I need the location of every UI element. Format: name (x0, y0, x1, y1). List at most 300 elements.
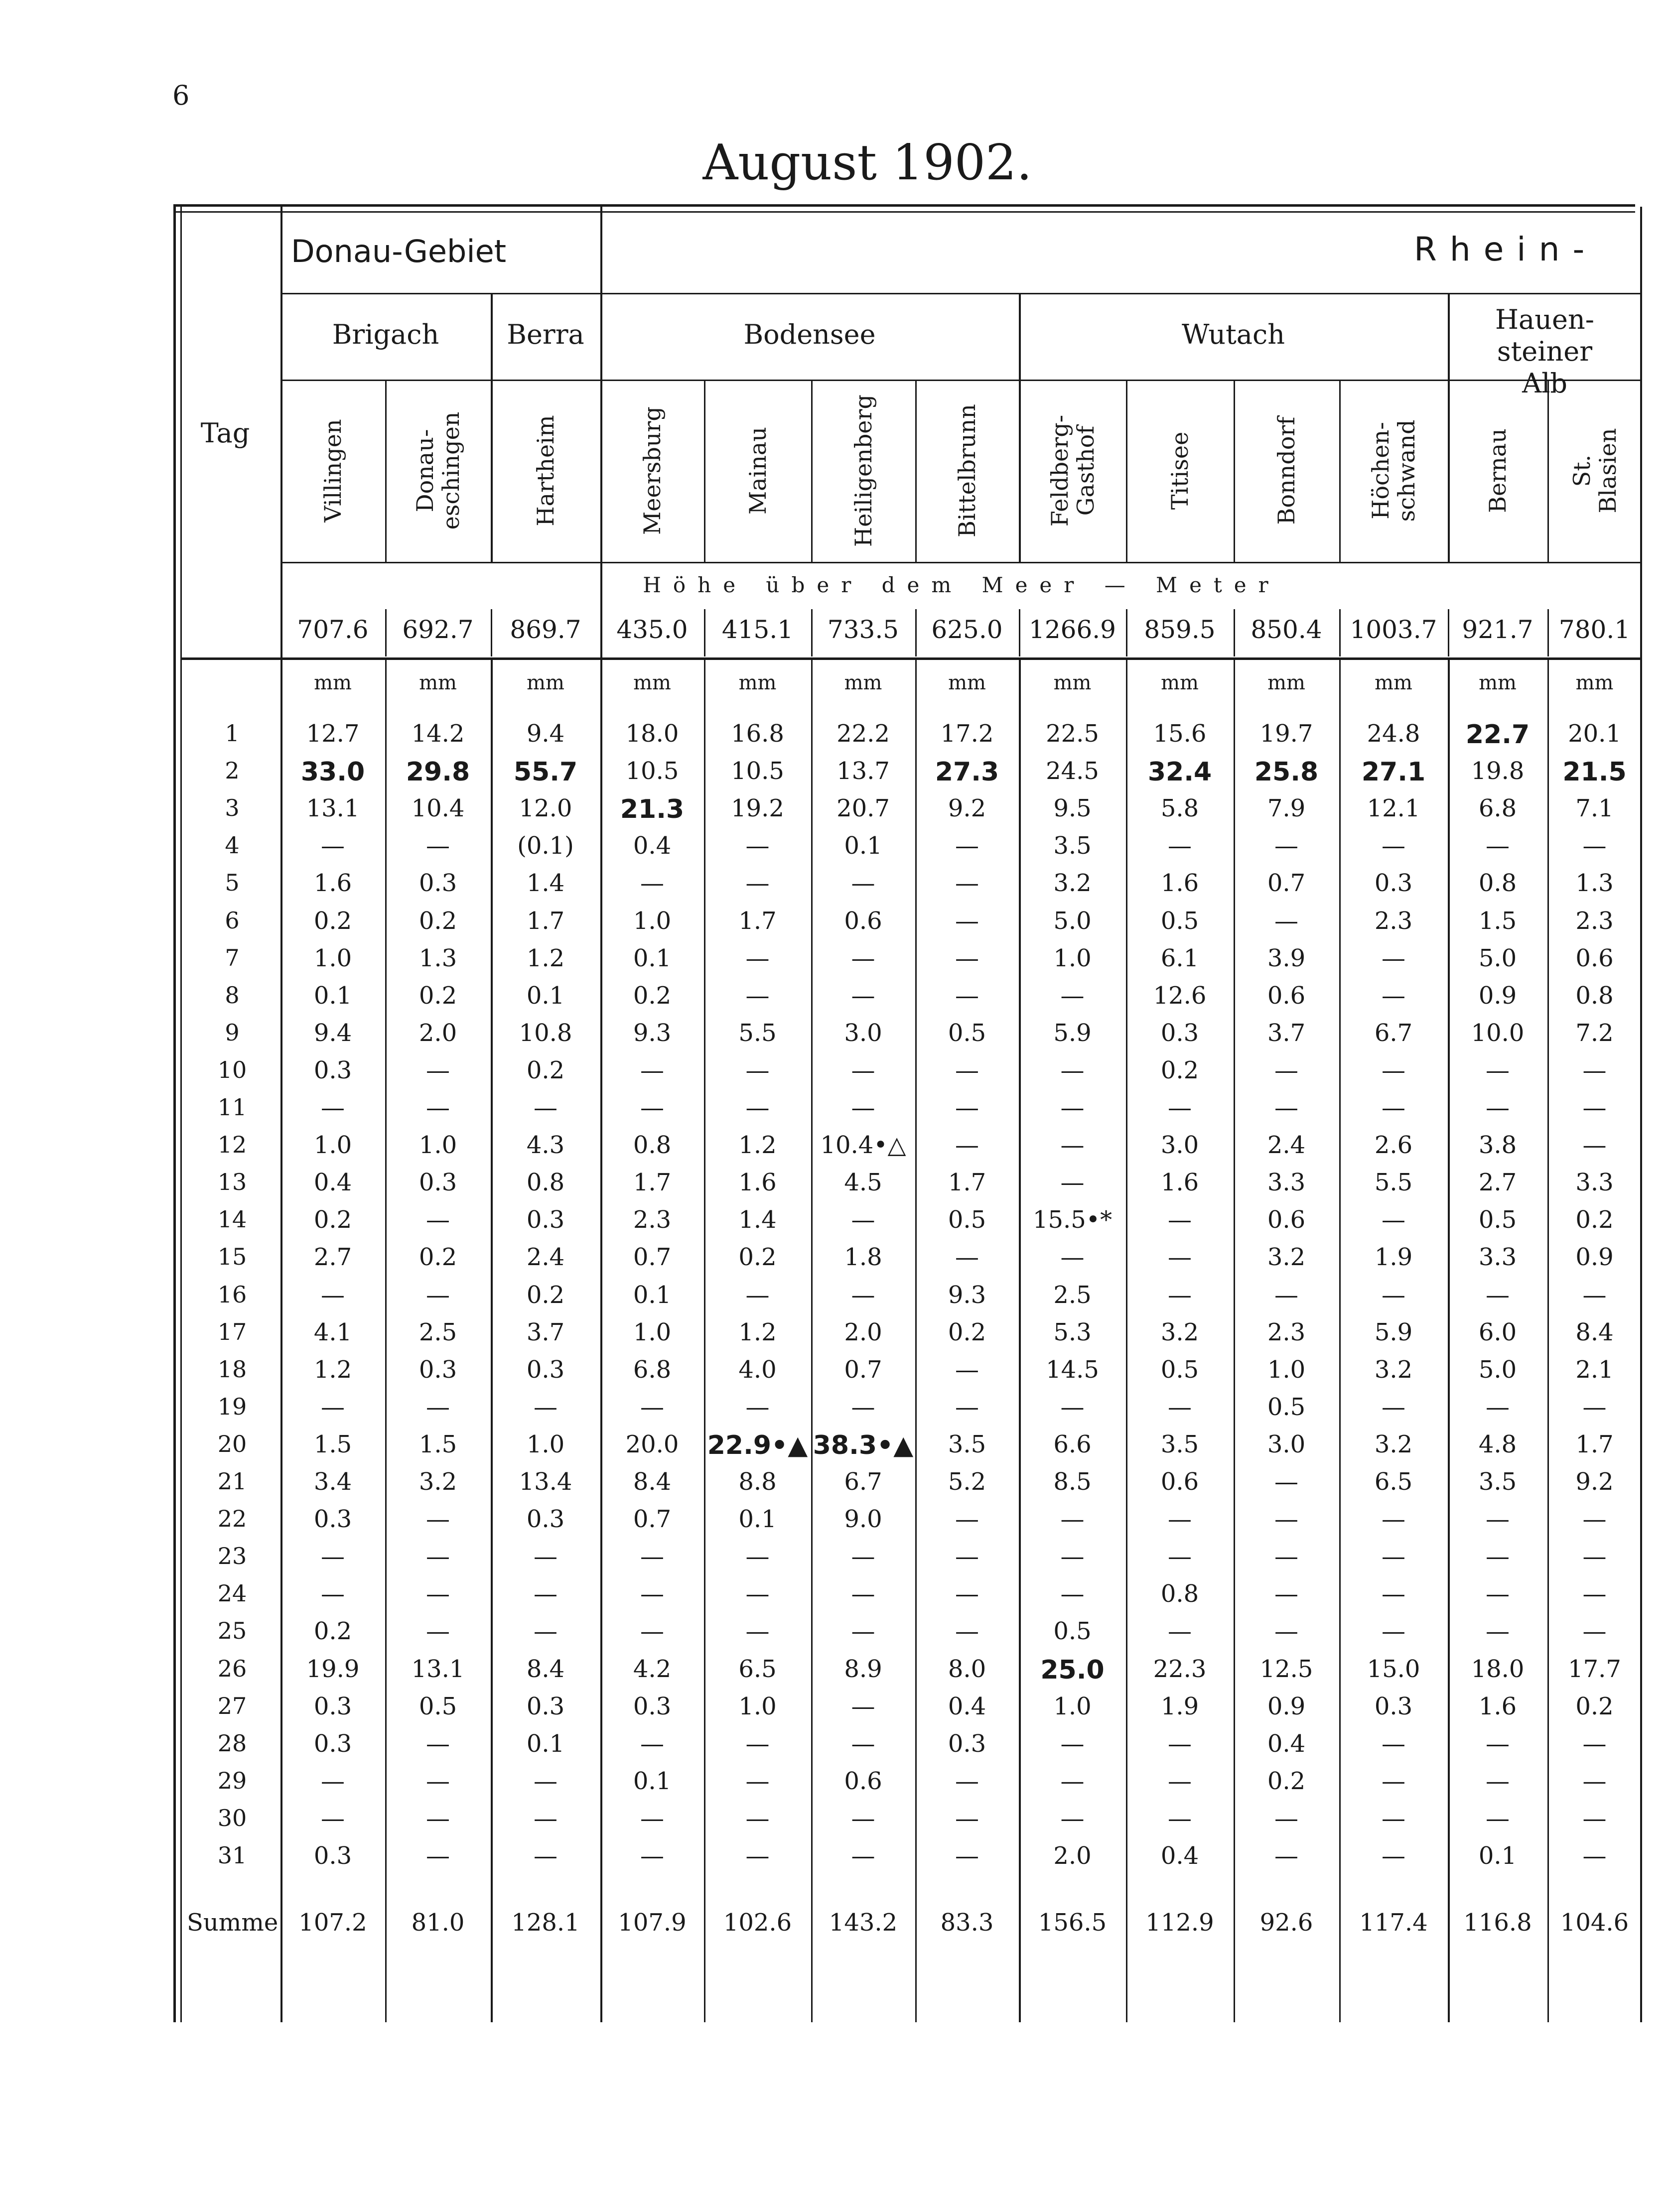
station-divider (385, 380, 387, 562)
table-cell: 33.0 (300, 757, 365, 787)
table-cell: 8.4 (633, 1468, 672, 1496)
table-cell: — (851, 1617, 875, 1646)
table-cell: — (1582, 832, 1607, 860)
tag-column-rule (280, 207, 282, 2022)
table-cell: 1.4 (738, 1206, 777, 1234)
table-cell: 1.7 (526, 907, 565, 935)
table-cell: — (955, 1393, 979, 1421)
table-cell: — (1582, 1094, 1607, 1122)
table-cell: — (1486, 1804, 1510, 1832)
table-cell: — (745, 1767, 770, 1795)
table-cell: 0.5 (948, 1019, 986, 1047)
table-cell: — (851, 1206, 875, 1234)
unit-label: mm (527, 671, 564, 694)
table-cell: — (955, 869, 979, 898)
table-cell: — (745, 1393, 770, 1421)
table-cell: 22.3 (1153, 1655, 1207, 1683)
table-cell: 0.7 (633, 1243, 672, 1272)
table-cell: 5.0 (1478, 944, 1517, 972)
table-cell: 6.6 (1053, 1430, 1092, 1458)
table-cell: 6.7 (844, 1468, 882, 1496)
right-frame-rule (1640, 207, 1642, 2022)
table-cell: 22.2 (836, 720, 890, 748)
table-cell: 1.3 (1575, 869, 1614, 898)
table-cell: — (851, 944, 875, 972)
table-cell: — (955, 1355, 979, 1384)
table-cell: 5.9 (1374, 1318, 1413, 1346)
table-cell: 14.5 (1046, 1355, 1099, 1384)
station-sum: 112.9 (1145, 1909, 1214, 1937)
station-divider (1234, 380, 1235, 562)
table-cell: — (745, 1281, 770, 1309)
table-cell: — (955, 944, 979, 972)
table-cell: 5.5 (738, 1019, 777, 1047)
table-cell: 22.7 (1465, 720, 1530, 750)
table-cell: 21.5 (1562, 757, 1627, 787)
table-cell: 1.2 (738, 1318, 777, 1346)
altitude-divider (811, 609, 813, 656)
table-cell: 5.3 (1053, 1318, 1092, 1346)
table-cell: — (321, 832, 345, 860)
table-cell: 7.2 (1575, 1019, 1614, 1047)
table-cell: 6.5 (738, 1655, 777, 1683)
day-number: 24 (217, 1580, 247, 1607)
table-cell: — (321, 1804, 345, 1832)
table-cell: — (1582, 1281, 1607, 1309)
table-cell: 0.5 (1478, 1206, 1517, 1234)
table-cell: 0.9 (1267, 1692, 1306, 1720)
table-cell: — (851, 1094, 875, 1122)
table-cell: — (1382, 1804, 1405, 1832)
table-cell: — (1274, 1094, 1298, 1122)
station-sum: 83.3 (940, 1909, 994, 1937)
table-cell: — (1274, 1056, 1298, 1084)
table-cell: — (534, 1393, 557, 1421)
table-cell: — (640, 1543, 664, 1571)
table-cell: 5.0 (1478, 1355, 1517, 1384)
table-cell: — (851, 1804, 875, 1832)
table-cell: 0.5 (1160, 907, 1199, 935)
table-cell: 0.3 (418, 869, 457, 898)
page-number: 6 (172, 80, 190, 111)
table-cell: 19.8 (1471, 757, 1525, 785)
table-cell: 0.3 (313, 1505, 352, 1534)
body-column-rule (1448, 657, 1450, 2022)
table-cell: — (426, 1393, 450, 1421)
table-cell: 0.3 (526, 1692, 565, 1720)
station-altitude: 707.6 (297, 615, 369, 644)
table-cell: 2.7 (313, 1243, 352, 1272)
table-cell: — (1060, 1767, 1085, 1795)
day-number: 18 (217, 1355, 247, 1383)
table-cell: 1.0 (633, 1318, 672, 1346)
table-cell: 1.2 (313, 1355, 352, 1384)
table-cell: — (426, 1767, 450, 1795)
table-cell: — (321, 1281, 345, 1309)
table-cell: 0.4 (313, 1169, 352, 1197)
table-cell: — (955, 1505, 979, 1534)
table-cell: 0.2 (948, 1318, 986, 1346)
table-cell: 0.4 (948, 1692, 986, 1720)
table-cell: 0.6 (1267, 981, 1306, 1010)
altitude-divider (1339, 609, 1341, 656)
table-cell: — (640, 1056, 664, 1084)
altitude-divider (385, 609, 387, 656)
table-cell: — (1274, 1842, 1298, 1870)
body-column-rule (491, 657, 493, 2022)
table-cell: 8.5 (1053, 1468, 1092, 1496)
group-header-1: Berra (507, 319, 584, 350)
altitude-divider (600, 609, 602, 656)
table-cell: 24.8 (1367, 720, 1420, 748)
table-cell: 3.3 (1478, 1243, 1517, 1272)
table-cell: 4.2 (633, 1655, 672, 1683)
table-cell: (0.1) (517, 832, 574, 860)
table-cell: 1.6 (738, 1169, 777, 1197)
table-cell: 1.0 (418, 1131, 457, 1160)
table-cell: — (426, 1804, 450, 1832)
table-cell: 4.1 (313, 1318, 352, 1346)
day-number: 15 (217, 1243, 247, 1271)
table-cell: — (745, 1729, 770, 1758)
table-cell: — (955, 1580, 979, 1608)
table-cell: — (426, 1543, 450, 1571)
table-cell: — (1486, 1393, 1510, 1421)
table-cell: 22.9•▲ (707, 1430, 808, 1460)
table-cell: — (426, 1580, 450, 1608)
day-number: 14 (217, 1206, 247, 1233)
station-altitude: 625.0 (931, 615, 1003, 644)
table-cell: — (1060, 1243, 1085, 1272)
table-cell: 9.2 (1575, 1468, 1614, 1496)
altitude-divider (1448, 609, 1449, 656)
table-cell: — (534, 1580, 557, 1608)
table-cell: — (1486, 1617, 1510, 1646)
table-cell: — (1486, 1767, 1510, 1795)
table-cell: 6.7 (1374, 1019, 1413, 1047)
unit-label: mm (1267, 671, 1305, 694)
group-header-4: Hauen- steiner Alb (1495, 304, 1595, 399)
station-divider (915, 380, 917, 562)
table-cell: 17.7 (1568, 1655, 1621, 1683)
table-cell: — (1486, 1094, 1510, 1122)
table-cell: 29.8 (406, 757, 470, 787)
table-cell: — (1486, 1281, 1510, 1309)
table-cell: 0.3 (1374, 1692, 1413, 1720)
header-rule-groups (280, 293, 1642, 294)
table-cell: — (1274, 1543, 1298, 1571)
table-cell: — (955, 1842, 979, 1870)
table-cell: — (426, 1056, 450, 1084)
table-cell: 8.4 (526, 1655, 565, 1683)
table-cell: — (955, 1243, 979, 1272)
table-cell: 27.3 (935, 757, 999, 787)
body-column-rule (1547, 657, 1549, 2022)
table-cell: 0.2 (633, 981, 672, 1010)
table-cell: 9.3 (948, 1281, 986, 1309)
table-cell: 12.7 (306, 720, 360, 748)
table-cell: 5.0 (1053, 907, 1092, 935)
table-cell: 9.0 (844, 1505, 882, 1534)
summe-label: Summe (187, 1909, 278, 1937)
table-cell: — (426, 1729, 450, 1758)
table-cell: 0.3 (313, 1692, 352, 1720)
table-cell: — (426, 1094, 450, 1122)
table-cell: 20.7 (836, 794, 890, 823)
unit-label: mm (1479, 671, 1517, 694)
table-cell: 13.1 (411, 1655, 465, 1683)
table-cell: — (745, 1094, 770, 1122)
table-cell: — (1168, 1729, 1192, 1758)
table-cell: — (1382, 1094, 1405, 1122)
table-cell: — (1168, 1281, 1192, 1309)
day-number: 28 (217, 1729, 247, 1757)
table-cell: — (1274, 1804, 1298, 1832)
table-cell: — (1382, 1281, 1405, 1309)
station-name: Heiligenberg (849, 394, 877, 547)
table-cell: 0.9 (1575, 1243, 1614, 1272)
station-name: Titisee (1166, 431, 1193, 510)
table-cell: — (851, 1056, 875, 1084)
table-cell: 0.3 (526, 1206, 565, 1234)
top-rule (173, 204, 1635, 207)
table-cell: 0.3 (418, 1169, 457, 1197)
table-cell: 6.8 (1478, 794, 1517, 823)
table-cell: 22.5 (1046, 720, 1099, 748)
table-cell: 12.6 (1153, 981, 1207, 1010)
table-cell: 0.2 (1267, 1767, 1306, 1795)
table-cell: — (426, 1281, 450, 1309)
day-number: 1 (225, 720, 240, 747)
table-cell: — (745, 981, 770, 1010)
table-cell: — (1060, 1543, 1085, 1571)
table-cell: 1.7 (948, 1169, 986, 1197)
body-column-rule (915, 657, 917, 2022)
station-name: Bernau (1484, 428, 1511, 513)
table-cell: 0.2 (418, 981, 457, 1010)
table-cell: — (955, 981, 979, 1010)
day-number: 2 (225, 757, 240, 784)
table-cell: — (321, 1767, 345, 1795)
table-cell: — (955, 1094, 979, 1122)
table-cell: 0.5 (418, 1692, 457, 1720)
table-cell: 0.2 (313, 1617, 352, 1646)
table-cell: 1.8 (844, 1243, 882, 1272)
table-cell: 0.7 (844, 1355, 882, 1384)
table-cell: — (1274, 1281, 1298, 1309)
table-cell: 0.1 (633, 944, 672, 972)
table-cell: — (1168, 1767, 1192, 1795)
day-number: 19 (217, 1393, 247, 1420)
table-cell: — (1168, 1094, 1192, 1122)
table-cell: — (1060, 1056, 1085, 1084)
station-altitude: 435.0 (616, 615, 688, 644)
table-cell: — (1274, 1505, 1298, 1534)
station-name: Hartheim (532, 415, 559, 526)
table-cell: 1.0 (313, 944, 352, 972)
station-altitude: 780.1 (1558, 615, 1631, 644)
table-cell: 0.6 (844, 907, 882, 935)
table-cell: 9.5 (1053, 794, 1092, 823)
table-cell: — (955, 1056, 979, 1084)
table-cell: — (1582, 1056, 1607, 1084)
station-sum: 156.5 (1038, 1909, 1107, 1937)
table-cell: 0.2 (526, 1281, 565, 1309)
table-cell: 0.7 (633, 1505, 672, 1534)
table-cell: 0.6 (844, 1767, 882, 1795)
table-cell: 6.8 (633, 1355, 672, 1384)
body-column-rule (1126, 657, 1127, 2022)
table-cell: 1.9 (1160, 1692, 1199, 1720)
table-cell: 0.3 (633, 1692, 672, 1720)
table-cell: — (534, 1617, 557, 1646)
rhein-header: Rhein- (1414, 230, 1598, 268)
table-cell: 3.5 (1478, 1468, 1517, 1496)
table-cell: 0.3 (1374, 869, 1413, 898)
day-number: 10 (217, 1056, 247, 1083)
station-name: St. Blasien (1568, 428, 1621, 514)
table-cell: — (1168, 1804, 1192, 1832)
station-name: Donau- eschingen (412, 411, 464, 530)
altitude-divider (1126, 609, 1127, 656)
table-cell: — (640, 1804, 664, 1832)
table-cell: — (745, 1617, 770, 1646)
table-cell: 1.5 (418, 1430, 457, 1458)
table-cell: 3.3 (1575, 1169, 1614, 1197)
body-column-rule (1234, 657, 1235, 2022)
table-cell: 0.1 (633, 1281, 672, 1309)
table-cell: 0.2 (738, 1243, 777, 1272)
altitude-divider (491, 609, 492, 656)
table-cell: — (745, 869, 770, 898)
unit-label: mm (948, 671, 986, 694)
day-number: 23 (217, 1543, 247, 1570)
table-cell: 25.0 (1040, 1655, 1105, 1685)
table-cell: — (745, 1580, 770, 1608)
station-altitude: 415.1 (721, 615, 794, 644)
table-cell: — (534, 1842, 557, 1870)
table-cell: 1.0 (313, 1131, 352, 1160)
station-divider (1339, 380, 1341, 562)
table-cell: — (321, 1094, 345, 1122)
unit-label: mm (1375, 671, 1412, 694)
group-divider (1019, 293, 1021, 562)
table-cell: — (1168, 832, 1192, 860)
table-cell: — (1582, 1729, 1607, 1758)
table-cell: 1.0 (1053, 1692, 1092, 1720)
table-cell: — (745, 1842, 770, 1870)
altitude-divider (1547, 609, 1549, 656)
table-cell: 0.6 (1160, 1468, 1199, 1496)
station-sum: 81.0 (411, 1909, 465, 1937)
group-divider (491, 293, 493, 562)
table-cell: — (1274, 1468, 1298, 1496)
day-number: 5 (225, 869, 240, 897)
table-cell: 3.5 (1160, 1430, 1199, 1458)
table-cell: — (1486, 1543, 1510, 1571)
table-cell: — (745, 832, 770, 860)
table-cell: 21.3 (620, 794, 685, 825)
table-cell: 3.7 (1267, 1019, 1306, 1047)
table-cell: 1.9 (1374, 1243, 1413, 1272)
table-cell: 3.7 (526, 1318, 565, 1346)
table-cell: — (1382, 1842, 1405, 1870)
table-cell: — (1382, 1617, 1405, 1646)
table-cell: 6.0 (1478, 1318, 1517, 1346)
table-cell: 12.0 (519, 794, 572, 823)
table-cell: 0.6 (1575, 944, 1614, 972)
table-cell: — (1060, 1131, 1085, 1160)
table-cell: — (1274, 907, 1298, 935)
table-cell: 3.4 (313, 1468, 352, 1496)
table-cell: — (1060, 1505, 1085, 1534)
table-cell: 3.0 (844, 1019, 882, 1047)
table-cell: — (745, 944, 770, 972)
unit-label: mm (314, 671, 352, 694)
station-name: Meersburg (639, 406, 666, 535)
table-cell: 13.7 (836, 757, 890, 785)
table-cell: 8.9 (844, 1655, 882, 1683)
body-column-rule (1339, 657, 1341, 2022)
station-sum: 117.4 (1359, 1909, 1428, 1937)
table-cell: 4.8 (1478, 1430, 1517, 1458)
left-frame-rule-thin (180, 207, 182, 2022)
left-frame-rule (173, 207, 176, 2022)
group-header-2: Bodensee (743, 319, 876, 350)
table-cell: 19.9 (306, 1655, 360, 1683)
table-cell: 2.5 (418, 1318, 457, 1346)
table-cell: 3.2 (1053, 869, 1092, 898)
day-number: 13 (217, 1169, 247, 1196)
station-altitude: 733.5 (827, 615, 899, 644)
table-cell: 0.4 (1160, 1842, 1199, 1870)
station-altitude: 1266.9 (1029, 615, 1116, 644)
table-cell: — (1382, 1729, 1405, 1758)
table-cell: 4.3 (526, 1131, 565, 1160)
table-cell: 1.2 (738, 1131, 777, 1160)
table-cell: 0.1 (1478, 1842, 1517, 1870)
table-cell: 15.6 (1153, 720, 1207, 748)
top-rule-thin (173, 211, 1635, 213)
table-cell: — (851, 981, 875, 1010)
table-cell: 3.9 (1267, 944, 1306, 972)
table-cell: 0.1 (738, 1505, 777, 1534)
table-cell: 16.8 (731, 720, 784, 748)
table-cell: 24.5 (1046, 757, 1099, 785)
day-number: 27 (217, 1692, 247, 1719)
day-number: 8 (225, 981, 240, 1009)
table-cell: 0.8 (1160, 1580, 1199, 1608)
table-cell: — (640, 1842, 664, 1870)
altitude-caption: Höhe über dem Meer — Meter (643, 573, 1280, 597)
table-cell: — (1582, 1617, 1607, 1646)
day-number: 29 (217, 1767, 247, 1794)
table-cell: — (1060, 1729, 1085, 1758)
table-cell: 1.0 (1267, 1355, 1306, 1384)
table-cell: — (955, 1804, 979, 1832)
table-cell: 9.4 (313, 1019, 352, 1047)
header-rule-main (180, 657, 1642, 660)
table-cell: — (955, 832, 979, 860)
table-cell: 55.7 (513, 757, 578, 787)
station-altitude: 1003.7 (1350, 615, 1437, 644)
table-cell: 1.7 (1575, 1430, 1614, 1458)
station-divider (704, 380, 705, 562)
table-cell: 8.4 (1575, 1318, 1614, 1346)
table-cell: — (851, 869, 875, 898)
table-cell: 2.7 (1478, 1169, 1517, 1197)
header-rule-stations (280, 380, 1642, 381)
